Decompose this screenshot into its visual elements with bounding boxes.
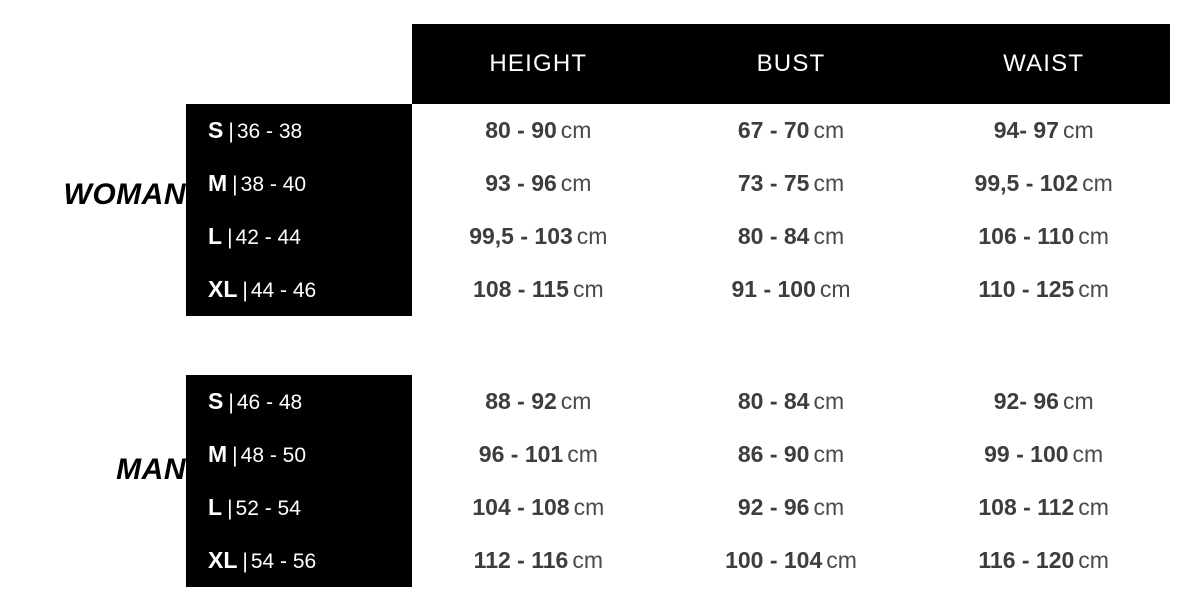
waist-cell bbox=[917, 117, 1170, 144]
unit-label: cm bbox=[826, 547, 857, 573]
bust-cell bbox=[665, 170, 918, 197]
bust-cell bbox=[665, 117, 918, 144]
size-separator: | bbox=[232, 444, 238, 467]
size-range: 44 - 46 bbox=[250, 279, 317, 302]
size-range: 54 - 56 bbox=[250, 550, 317, 573]
size-range: 48 - 50 bbox=[240, 444, 307, 467]
unit-label: cm bbox=[560, 117, 592, 143]
waist-cell bbox=[917, 170, 1170, 197]
unit-label: cm bbox=[1078, 223, 1109, 249]
size-letter: M bbox=[208, 441, 228, 467]
column-header-bust: BUST bbox=[756, 50, 826, 77]
size-range: 42 - 44 bbox=[235, 226, 301, 249]
waist-value: 99,5 - 102 bbox=[974, 170, 1079, 196]
waist-cell bbox=[917, 223, 1170, 250]
bust-value: 100 - 104 bbox=[725, 547, 823, 573]
unit-label: cm bbox=[572, 547, 603, 573]
unit-label: cm bbox=[813, 170, 845, 196]
table-header-row bbox=[412, 24, 1170, 104]
size-cell bbox=[186, 547, 412, 574]
size-separator: | bbox=[228, 391, 234, 414]
group-rows-man bbox=[186, 375, 1170, 587]
group-label-man: MAN bbox=[116, 453, 186, 486]
size-separator: | bbox=[227, 497, 233, 520]
size-separator: | bbox=[228, 120, 234, 143]
waist-value: 116 - 120 bbox=[978, 547, 1075, 573]
size-letter: L bbox=[208, 494, 223, 520]
size-letter: XL bbox=[208, 547, 238, 573]
waist-value: 99 - 100 bbox=[984, 441, 1069, 467]
unit-label: cm bbox=[567, 441, 598, 467]
unit-label: cm bbox=[576, 223, 608, 249]
height-cell bbox=[412, 494, 665, 521]
size-cell bbox=[186, 494, 412, 521]
size-range: 36 - 38 bbox=[236, 120, 303, 143]
height-cell bbox=[412, 441, 665, 468]
height-cell bbox=[412, 276, 665, 303]
size-cell bbox=[186, 117, 412, 144]
size-separator: | bbox=[232, 173, 238, 196]
table-row bbox=[186, 375, 1170, 428]
bust-value: 80 - 84 bbox=[737, 223, 810, 249]
height-value: 112 - 116 bbox=[473, 547, 569, 573]
unit-label: cm bbox=[813, 117, 845, 143]
bust-value: 67 - 70 bbox=[737, 117, 810, 143]
size-separator: | bbox=[227, 226, 233, 249]
unit-label: cm bbox=[1078, 547, 1109, 573]
unit-label: cm bbox=[573, 494, 605, 520]
table-row bbox=[186, 210, 1170, 263]
unit-label: cm bbox=[1062, 117, 1094, 143]
bust-value: 91 - 100 bbox=[731, 276, 816, 302]
height-cell bbox=[412, 117, 665, 144]
column-header-height: HEIGHT bbox=[489, 50, 588, 77]
bust-value: 73 - 75 bbox=[737, 170, 810, 196]
size-separator: | bbox=[242, 279, 248, 302]
bust-value: 80 - 84 bbox=[737, 388, 810, 414]
size-separator: | bbox=[242, 550, 248, 573]
unit-label: cm bbox=[813, 494, 845, 520]
size-letter: S bbox=[208, 388, 224, 414]
height-value: 88 - 92 bbox=[485, 388, 557, 414]
waist-cell bbox=[917, 494, 1170, 521]
waist-value: 94- 97 bbox=[993, 117, 1059, 143]
bust-cell bbox=[665, 388, 918, 415]
height-value: 93 - 96 bbox=[485, 170, 557, 196]
unit-label: cm bbox=[1072, 441, 1104, 467]
waist-cell bbox=[917, 441, 1170, 468]
height-value: 80 - 90 bbox=[485, 117, 557, 143]
height-value: 104 - 108 bbox=[472, 494, 570, 520]
unit-label: cm bbox=[1062, 388, 1094, 414]
bust-value: 92 - 96 bbox=[737, 494, 810, 520]
table-row bbox=[186, 263, 1170, 316]
size-letter: S bbox=[208, 117, 224, 143]
unit-label: cm bbox=[1078, 494, 1109, 520]
table-row bbox=[186, 428, 1170, 481]
height-cell bbox=[412, 388, 665, 415]
bust-cell bbox=[665, 441, 918, 468]
size-range: 52 - 54 bbox=[235, 497, 301, 520]
height-value: 99,5 - 103 bbox=[469, 223, 573, 249]
bust-cell bbox=[665, 547, 918, 574]
unit-label: cm bbox=[813, 388, 845, 414]
size-cell bbox=[186, 223, 412, 250]
unit-label: cm bbox=[813, 223, 845, 249]
unit-label: cm bbox=[1078, 276, 1109, 302]
size-range: 38 - 40 bbox=[240, 173, 307, 196]
table-row bbox=[186, 481, 1170, 534]
height-value: 108 - 115 bbox=[473, 276, 569, 302]
height-cell bbox=[412, 223, 665, 250]
bust-cell bbox=[665, 223, 918, 250]
unit-label: cm bbox=[1082, 170, 1113, 196]
waist-value: 92- 96 bbox=[993, 388, 1059, 414]
height-cell bbox=[412, 170, 665, 197]
size-cell bbox=[186, 388, 412, 415]
size-letter: XL bbox=[208, 276, 238, 302]
group-label-woman: WOMAN bbox=[63, 178, 186, 211]
table-row bbox=[186, 157, 1170, 210]
waist-value: 106 - 110 bbox=[978, 223, 1075, 249]
waist-cell bbox=[917, 388, 1170, 415]
unit-label: cm bbox=[572, 276, 604, 302]
size-range: 46 - 48 bbox=[236, 391, 303, 414]
waist-value: 110 - 125 bbox=[978, 276, 1075, 302]
bust-cell bbox=[665, 276, 918, 303]
waist-value: 108 - 112 bbox=[978, 494, 1075, 520]
unit-label: cm bbox=[813, 441, 845, 467]
waist-cell bbox=[917, 547, 1170, 574]
unit-label: cm bbox=[560, 388, 592, 414]
bust-cell bbox=[665, 494, 918, 521]
waist-cell bbox=[917, 276, 1170, 303]
unit-label: cm bbox=[819, 276, 851, 302]
unit-label: cm bbox=[560, 170, 592, 196]
size-cell bbox=[186, 276, 412, 303]
bust-value: 86 - 90 bbox=[737, 441, 810, 467]
column-header-waist: WAIST bbox=[1003, 50, 1085, 77]
height-value: 96 - 101 bbox=[478, 441, 564, 467]
size-cell bbox=[186, 170, 412, 197]
group-rows-woman bbox=[186, 104, 1170, 316]
table-row bbox=[186, 104, 1170, 157]
height-cell bbox=[412, 547, 665, 574]
size-letter: L bbox=[208, 223, 223, 249]
size-cell bbox=[186, 441, 412, 468]
size-letter: M bbox=[208, 170, 228, 196]
table-row bbox=[186, 534, 1170, 587]
